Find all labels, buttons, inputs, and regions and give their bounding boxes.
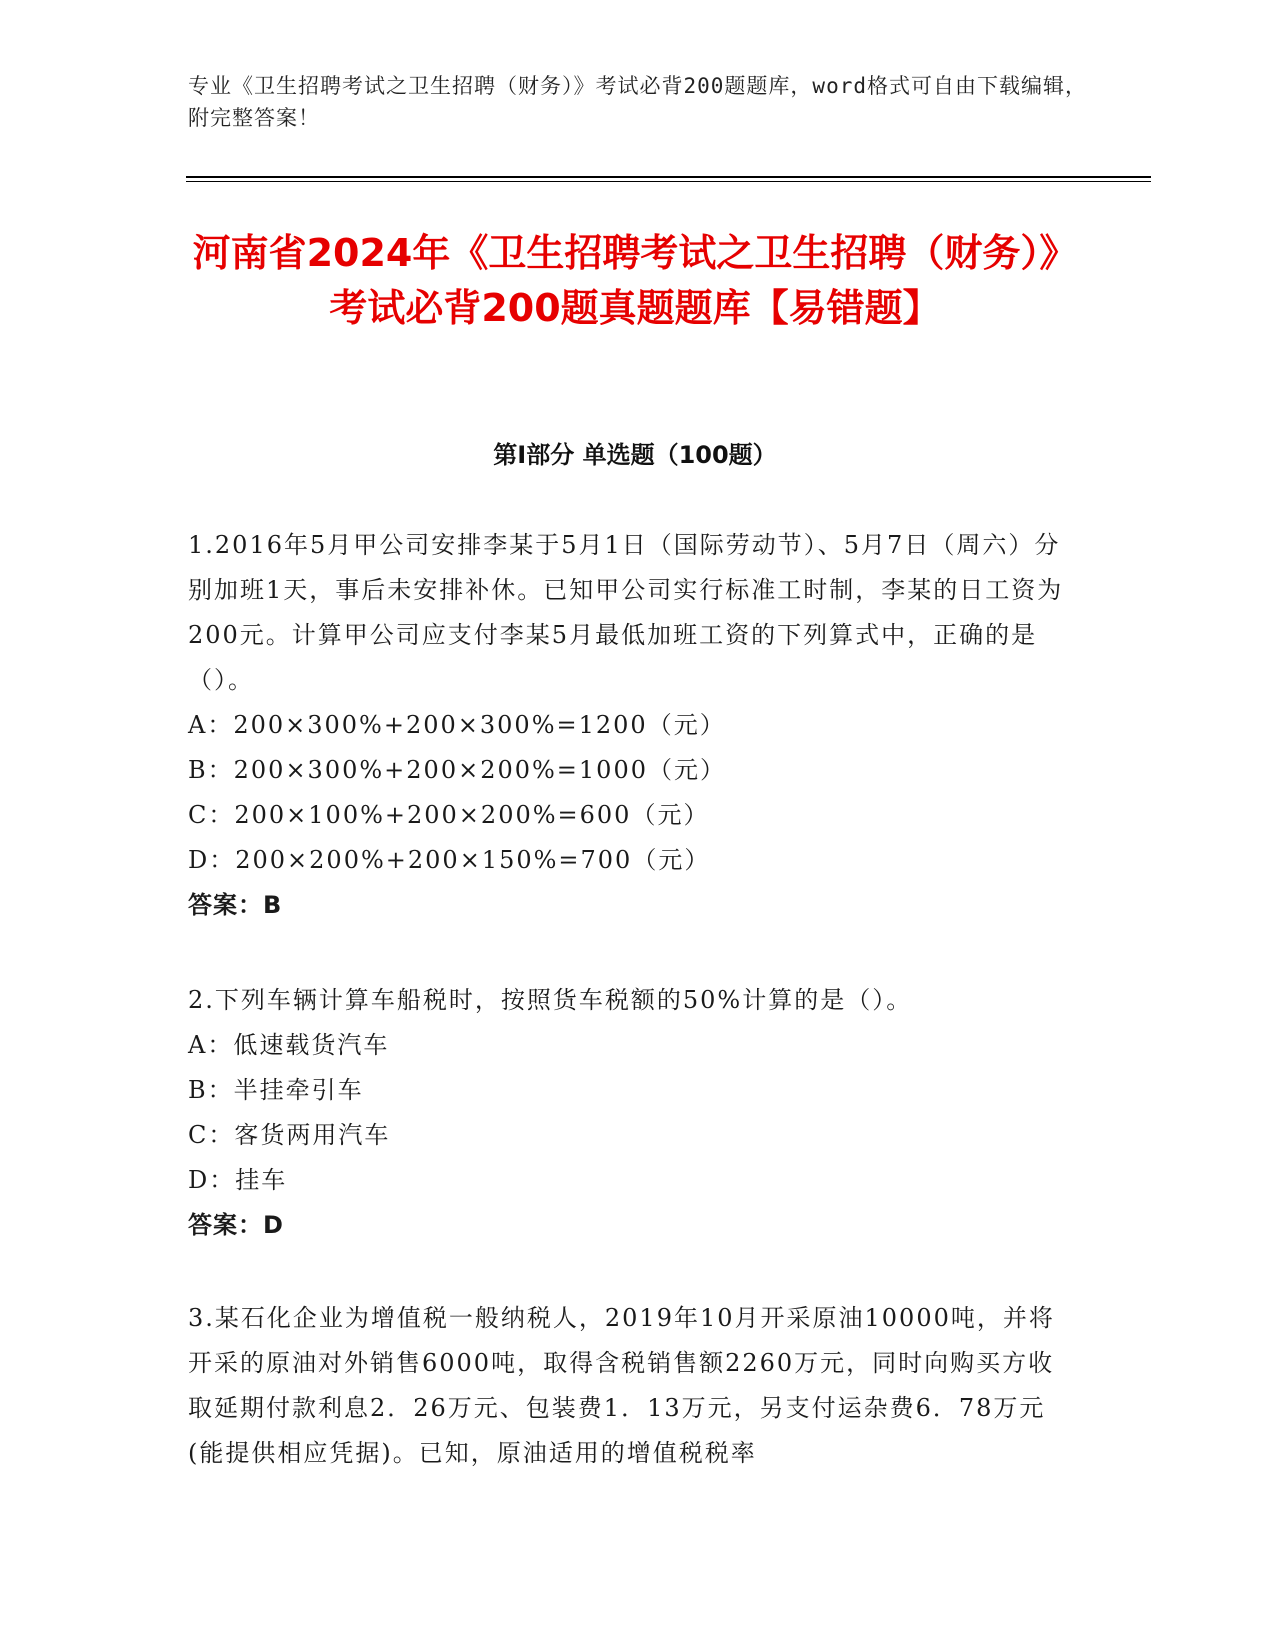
header-note: 专业《卫生招聘考试之卫生招聘（财务）》考试必背200题题库，word格式可自由下载编辑，附完整答案！ — [188, 74, 1087, 130]
option-c: C：客货两用汽车 — [188, 1121, 391, 1149]
question-stem: 3.某石化企业为增值税一般纳税人，2019年10月开采原油10000吨，并将开采的原油对外销售6000吨，取得含税销售额2260万元，同时向购买方收取延期付款利息2．26万元、包装费1．13万元，另支付运杂费6．78万元(能提供相应凭据)。已知，原油适用的增值税税率 — [188, 1304, 1055, 1467]
document-title: 河南省2024年《卫生招聘考试之卫生招聘（财务）》考试必背200题真题题库【易错题】 — [192, 231, 1078, 330]
question-3 — [188, 1296, 1078, 1476]
answer: 答案：D — [188, 1211, 284, 1239]
option-c: C：200×100%+200×200%=600（元） — [188, 801, 710, 829]
question-1 — [188, 523, 1078, 928]
header-rule-thick — [186, 176, 1151, 178]
option-d: D：200×200%+200×150%=700（元） — [188, 846, 711, 874]
option-d: D：挂车 — [188, 1166, 288, 1194]
question-stem: 1.2016年5月甲公司安排李某于5月1日（国际劳动节）、5月7日（周六）分别加班1天，事后未安排补休。已知甲公司实行标准工时制，李某的日工资为200元。计算甲公司应支付李某5月最低加班工资的下列算式中，正确的是（）。 — [188, 531, 1064, 694]
option-b: B：半挂牵引车 — [188, 1076, 364, 1104]
option-a: A：200×300%+200×300%=1200（元） — [188, 711, 726, 739]
question-stem: 2.下列车辆计算车船税时，按照货车税额的50%计算的是（）。 — [188, 986, 913, 1014]
section-title: 第Ⅰ部分 单选题（100题） — [493, 441, 777, 469]
question-2 — [188, 978, 1078, 1248]
answer: 答案：B — [188, 891, 283, 919]
option-a: A：低速载货汽车 — [188, 1031, 390, 1059]
header-rule-thin — [186, 181, 1151, 182]
option-b: B：200×300%+200×200%=1000（元） — [188, 756, 726, 784]
